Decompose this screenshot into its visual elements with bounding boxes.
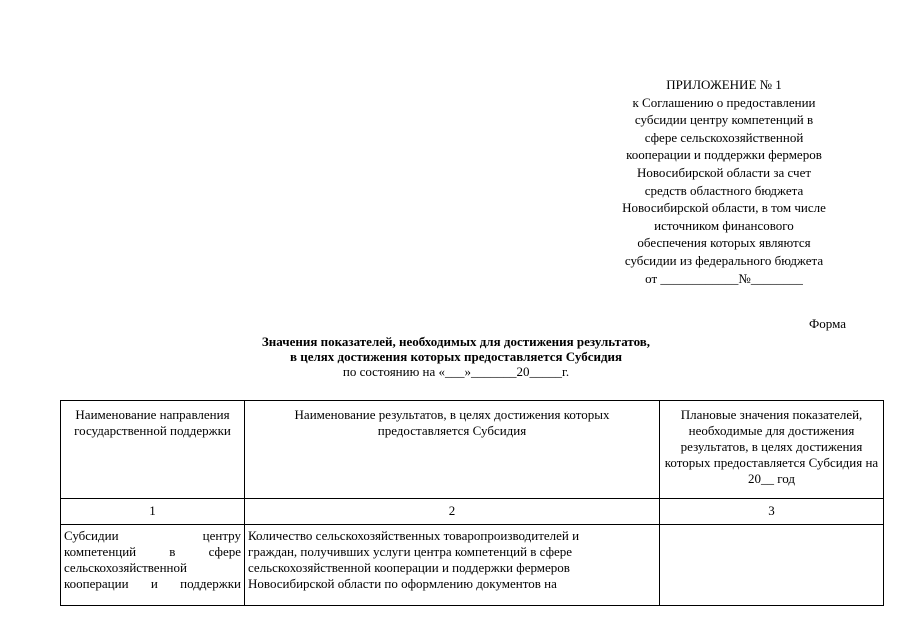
- form-label: Форма: [809, 316, 846, 331]
- heading-date-line: по состоянию на «___»_______20_____г.: [342, 364, 570, 379]
- document-heading: [150, 334, 762, 379]
- appendix-line: Новосибирской области, в том числе: [622, 200, 826, 216]
- cell-result: [245, 525, 660, 606]
- column-number-1: 1: [61, 499, 245, 525]
- appendix-line: обеспечения которых являются: [637, 235, 811, 251]
- cell-text-line: Новосибирской области по оформлению документов на: [248, 576, 557, 591]
- appendix-line: сфере сельскохозяйственной: [644, 129, 804, 145]
- cell-text-line: сельскохозяйственной кооперации и поддержки фермеров: [248, 560, 570, 575]
- column-number-3: 3: [660, 499, 884, 525]
- heading-line-2: в целях достижения которых предоставляется Субсидия: [289, 349, 623, 364]
- appendix-line: субсидии из федерального бюджета: [624, 252, 824, 268]
- appendix-line: субсидии центру компетенций в: [634, 112, 814, 128]
- cell-text-line: кооперации и поддержки: [64, 576, 241, 591]
- indicators-table: [60, 400, 884, 606]
- column-number-2: 2: [245, 499, 660, 525]
- cell-text-line: граждан, получивших услуги центра компетенций в сфере: [248, 544, 573, 559]
- header-cell-direction: Наименование направления государственной поддержки: [61, 401, 245, 499]
- appendix-line: средств областного бюджета: [644, 182, 804, 198]
- appendix-date-number: от ____________№________: [645, 270, 803, 286]
- table-header-row: [61, 401, 884, 499]
- header-cell-results: Наименование результатов, в целях достижения которых предоставляется Субсидия: [245, 401, 660, 499]
- cell-text-line: сельскохозяйственной: [64, 560, 187, 575]
- column-number-row: [61, 499, 884, 525]
- appendix-line: кооперации и поддержки фермеров: [626, 147, 822, 163]
- table-row: [61, 525, 884, 606]
- cell-text-line: компетенций в сфере: [64, 544, 241, 559]
- appendix-title: ПРИЛОЖЕНИЕ № 1: [666, 77, 782, 92]
- header-cell-planned-values: Плановые значения показателей, необходимые для достижения результатов, в целях достижения которых предоставляется Субсидия на 20__ год: [660, 401, 884, 499]
- cell-planned-value: [660, 525, 884, 606]
- appendix-line: Новосибирской области за счет: [636, 164, 812, 180]
- appendix-block: [596, 76, 852, 287]
- cell-text-line: Субсидии центру: [64, 528, 241, 543]
- appendix-line: источником финансового: [654, 217, 794, 233]
- appendix-line: к Соглашению о предоставлении: [632, 94, 816, 110]
- cell-text-line: Количество сельскохозяйственных товаропроизводителей и: [248, 528, 580, 543]
- cell-direction: [61, 525, 245, 606]
- heading-line-1: Значения показателей, необходимых для достижения результатов,: [261, 334, 651, 349]
